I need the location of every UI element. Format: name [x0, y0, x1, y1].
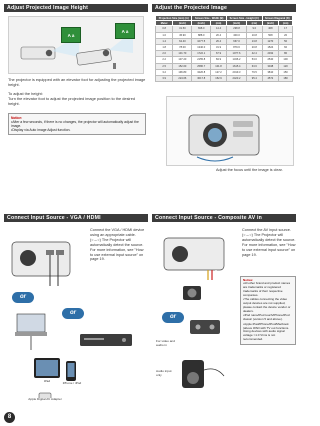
table-cell: 60	[279, 44, 293, 50]
image-box-left: A a	[61, 27, 81, 43]
av-notice	[240, 276, 296, 345]
height-figure	[8, 16, 144, 74]
table-cell: 196.80	[173, 69, 192, 75]
table-cell: 3.9	[156, 75, 173, 81]
table-cell: 42.4	[247, 51, 263, 57]
table-cell: 3.2	[156, 69, 173, 75]
av-cable-icon	[168, 356, 228, 396]
table-cell: 3017.8	[192, 75, 211, 81]
table-cell: 26.4	[211, 38, 227, 44]
table-cell: 1615.4	[226, 63, 246, 69]
table-cell: 100	[279, 57, 293, 63]
notice-item: • Apple iPad/iPhone/iPod/Macbook (above iPAD with TV out functions. Using devices with audio signal voltage >1.0 Vrms is not recommended.	[243, 323, 293, 343]
table-cell: 3048	[262, 63, 279, 69]
table-cell: 2.2	[156, 57, 173, 63]
table-cell: 2032	[262, 51, 279, 57]
laptop-figure	[14, 310, 48, 350]
video-audio-label: For video and audio in	[156, 339, 175, 347]
table-cell: 1346.0	[192, 44, 211, 50]
projector-icon	[6, 228, 86, 290]
table-cell: 2019.3	[226, 69, 246, 75]
section-title-height: Adjust Projected Image Height	[4, 4, 148, 12]
camera-figure	[180, 280, 204, 310]
table-cell: 152.9	[211, 75, 227, 81]
table-cell: 20.4	[211, 32, 227, 38]
table-cell: 84.9	[211, 57, 227, 63]
table-cell: 224.66	[173, 75, 192, 81]
iphone-icon	[64, 360, 78, 382]
audio-only-label: Audio input only	[156, 369, 172, 377]
page-number-badge	[4, 412, 15, 423]
height-howto-title: To adjust the height:	[8, 91, 43, 96]
table-cell: 150	[279, 69, 293, 75]
table-cell: 14.4	[211, 26, 227, 32]
notice-item: • iPod nano/iPod touch/iPhone/iPod classic (version 5 and above).	[243, 314, 293, 322]
col-header: Screen Size - Width (B)	[192, 16, 227, 21]
vga-projector-figure	[6, 228, 86, 290]
table-cell: 698.0	[192, 26, 211, 32]
vga-text: Connect the VGA / HDMI device using an appropriate cable. (○→○) The Projector will automatically detect the source. For more information, see "How to use external input source" on page 19.	[90, 228, 145, 262]
unit-header: (inch)	[262, 21, 279, 26]
notice-item: • After a few seconds, if there is no changes, the projector will automatically adjust the image.	[11, 120, 143, 128]
table-cell: 63.6	[247, 63, 263, 69]
col-header: Projection Size (mm) (A)	[156, 16, 192, 21]
projection-table	[155, 15, 293, 82]
iphone-label: iPhone / iPod	[62, 381, 82, 385]
table-cell: 9.0	[247, 26, 263, 32]
table-cell: 10.8	[247, 32, 263, 38]
notice-item: • The cables connecting the video output devices are not supplied, please contact the device vendor or dealers.	[243, 298, 293, 314]
table-cell: 667.0	[226, 38, 246, 44]
table-cell: 888.0	[192, 32, 211, 38]
table-cell: 2.0	[156, 51, 173, 57]
focus-figure	[166, 96, 294, 166]
camera-icon	[180, 280, 204, 310]
section-title-vga: Connect Input Source - VGA / HDMI	[4, 214, 148, 222]
table-cell: 79.5	[247, 69, 263, 75]
dvd-player-figure	[76, 324, 136, 354]
table-cell: 3226.8	[192, 69, 211, 75]
table-cell: 1270	[262, 38, 279, 44]
projector-top-icon	[167, 97, 294, 166]
unit-header: (cm)	[279, 21, 293, 26]
table-cell: 4572	[262, 75, 279, 81]
table-cell: 152.60	[173, 63, 192, 69]
height-notice	[8, 113, 146, 135]
table-cell: 2586.7	[192, 63, 211, 69]
iphone-figure	[64, 360, 78, 382]
page-number: 8	[7, 414, 12, 420]
table-cell: 2155.8	[192, 57, 211, 63]
table-cell: 31.9	[211, 44, 227, 50]
table-cell: 120	[279, 63, 293, 69]
notice-title: Notice:	[11, 115, 23, 120]
ipad-icon	[32, 356, 62, 380]
unit-header: (inch)	[226, 21, 246, 26]
table-cell: 50	[279, 38, 293, 44]
table-cell: 31.50	[173, 26, 192, 32]
table-cell: 1.8	[156, 44, 173, 50]
audio-device-figure	[168, 356, 228, 396]
table-cell: 400.0	[226, 32, 246, 38]
table-body	[156, 26, 293, 82]
unit-header: Meter	[156, 21, 173, 26]
table-cell: 13.8	[247, 38, 263, 44]
table-cell: 879.6	[226, 44, 246, 50]
ipad-label: iPad	[43, 379, 51, 383]
table-cell: 17	[279, 26, 293, 32]
unit-header: (inch)	[192, 21, 211, 26]
table-cell: 131.70	[173, 51, 192, 57]
table-cell: 2.5	[156, 63, 173, 69]
height-intro: The projector is equipped with an elevator foot for adjusting the projected image height.	[8, 77, 146, 87]
unit-header: (cm)	[247, 21, 263, 26]
table-cell: 180	[279, 75, 293, 81]
table-cell: 508	[262, 32, 279, 38]
table-cell: 95.4	[247, 75, 263, 81]
table-cell: 3810	[262, 69, 279, 75]
focus-text: Adjust the focus until the image is clear.	[216, 168, 283, 172]
table-cell: 298.8	[226, 26, 246, 32]
table-cell: 20	[279, 32, 293, 38]
table-cell: 1722.1	[192, 51, 211, 57]
table-cell: 45.90	[173, 32, 192, 38]
table-cell: 101.8	[211, 63, 227, 69]
unit-header: (inch)	[173, 21, 192, 26]
game-console-icon	[186, 312, 226, 342]
or-badge: or	[62, 308, 84, 319]
table-cell: 1524	[262, 44, 279, 50]
table-cell: 1.0	[156, 32, 173, 38]
table-cell: 127.2	[211, 69, 227, 75]
notice-item: • All other brand and product names are trademarks or registered trademarks of their respective companies.	[243, 282, 293, 298]
table-row	[156, 75, 293, 81]
section-title-av: Connect Input Source - Composite AV in	[152, 214, 296, 222]
or-badge: or	[162, 312, 184, 323]
table-cell: 62.40	[173, 38, 192, 44]
laptop-icon	[14, 310, 48, 350]
section-title-projected: Adjust the Projected Image	[152, 4, 296, 12]
notice-title: Notice:	[243, 277, 254, 282]
col-header: Screen Diagonal (D)	[262, 16, 292, 21]
table-cell: 2540	[262, 57, 279, 63]
table-cell: 1077.6	[226, 51, 246, 57]
table-cell: 20.8	[247, 44, 263, 50]
table-cell: 1.4	[156, 38, 173, 44]
table-cell: 80	[279, 51, 293, 57]
unit-header: (cm)	[211, 21, 227, 26]
game-console-figure	[186, 312, 226, 342]
table-cell: 408	[262, 26, 279, 32]
av-text: Connect the AV input source. (○→○) The Projector will automatically detect the source. For more information, see "How to use external input source" on page 19.	[242, 228, 296, 257]
ipad-figure	[32, 356, 62, 380]
or-badge: or	[12, 292, 34, 303]
image-box-right: A a	[115, 23, 135, 39]
av-projector-figure	[160, 228, 238, 280]
table-cell: 1077.5	[192, 38, 211, 44]
notice-item: • Display via Auto image Adjust function.	[11, 128, 143, 132]
table-cell: 137.20	[173, 57, 192, 63]
table-cell: 67.9	[211, 51, 227, 57]
height-howto: Turn the elevator foot to adjust the projected image position to the desired height.	[8, 96, 136, 106]
adapter-label: Apple Digital AV Adapter	[28, 397, 62, 401]
dvd-player-icon	[76, 324, 136, 354]
table-cell: 53.0	[247, 57, 263, 63]
table-cell: 1346.2	[226, 57, 246, 63]
projector-icon	[160, 228, 238, 280]
table-cell: 0.8	[156, 26, 173, 32]
col-header: Screen Size - Height (C)	[226, 16, 262, 21]
table-cell: 2423.2	[226, 75, 246, 81]
table-cell: 78.00	[173, 44, 192, 50]
